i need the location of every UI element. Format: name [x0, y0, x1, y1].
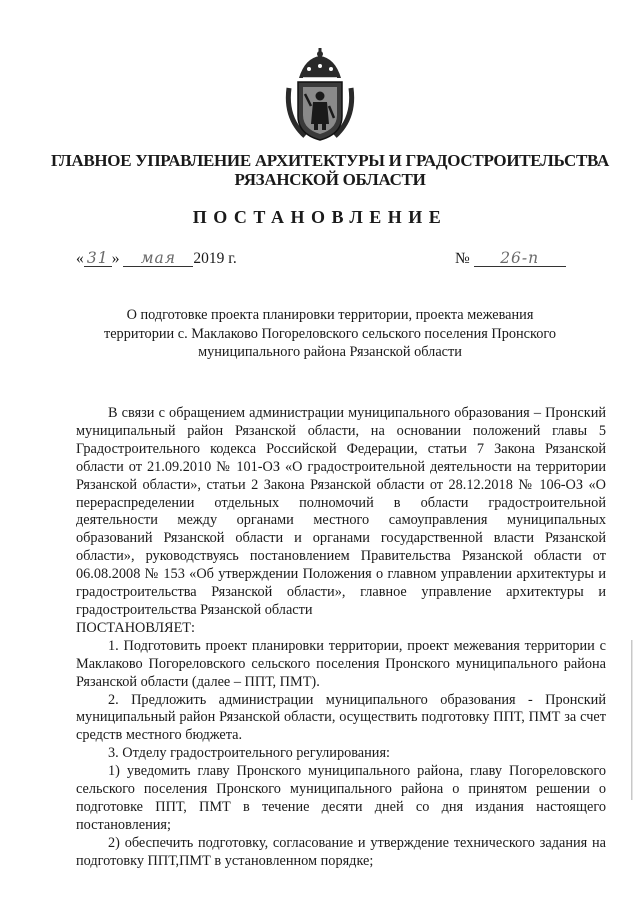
document-number: [455, 250, 566, 268]
subject-line: муниципального района Рязанской области: [198, 344, 462, 360]
scan-margin-mark: [628, 640, 636, 800]
list-item: 2. Предложить администрации муниципального образования - Пронский муниципальный район Рязанской области, осуществить подготовку ППТ, ПМТ за счет средств местного бюджета.: [76, 691, 606, 744]
sub-list-item: 1) уведомить главу Пронского муниципального района, главу Погореловского сельского поселения Пронского муниципального района о принятом решении о подготовке ППТ, ПМТ в течение десяти дней со дня издания настоящего постановления;: [76, 763, 606, 833]
date-month: мая: [123, 250, 193, 267]
date-quote-close: »: [111, 250, 120, 267]
list-item: 3. Отделу градостроительного регулирования:: [108, 745, 391, 762]
sub-list-item: 2) обеспечить подготовку, согласование и утверждение технического задания на подготовку ППТ,ПМТ в установленном порядке;: [76, 834, 606, 869]
date-day: 31: [84, 250, 112, 267]
list-item: 1. Подготовить проект планировки территории, проект межевания территории с Маклаково Погореловского сельского поселения Пронского муниципального района Рязанской области (далее – ППТ, ПМТ).: [76, 637, 606, 690]
organization-region: РЯЗАНСКОЙ ОБЛАСТИ: [234, 170, 426, 189]
document-date: [76, 250, 237, 268]
date-quote-open: «: [76, 250, 84, 267]
subject-line: территории с. Маклаково Погореловского сельского поселения Пронского: [103, 325, 557, 342]
document-type-title: ПОСТАНОВЛЕНИЕ: [192, 207, 448, 227]
organization-name: ГЛАВНОЕ УПРАВЛЕНИЕ АРХИТЕКТУРЫ И ГРАДОСТРОИТЕЛЬСТВА: [51, 151, 609, 170]
document-subject: [60, 306, 600, 362]
date-year: 2019 г.: [193, 250, 237, 267]
preamble-paragraph: В связи с обращением администрации муниципального образования – Пронский муниципальный район Рязанской области, на основании положений главы 5 Градостроительного кодекса Российской Федерации, статьи 7 Закона Рязанской области от 21.09.2010 № 101-ОЗ «О градостроительной деятельности на территории Рязанской области», статьи 2 Закона Рязанской области от 28.12.2018 № 106-ОЗ «О перераспределении отдельных полномочий в области градостроительной деятельности между органами местного самоуправления муниципальных образований Рязанской области и органами государственной власти Рязанской области», руководствуясь постановлением Правительства Рязанской области от 06.08.2008 № 153 «Об утверждении Положения о главном управлении архитектуры и градостроительства Рязанской области», главное управление архитектуры и градостроительства Рязанской области: [76, 405, 606, 618]
document-body: [76, 405, 606, 871]
decree-word: ПОСТАНОВЛЯЕТ:: [76, 619, 196, 636]
coat-of-arms-emblem: [285, 48, 355, 144]
number-value: 26-п: [474, 250, 566, 267]
number-label: №: [455, 250, 470, 267]
subject-line: О подготовке проекта планировки территории, проекта межевания: [126, 307, 534, 323]
